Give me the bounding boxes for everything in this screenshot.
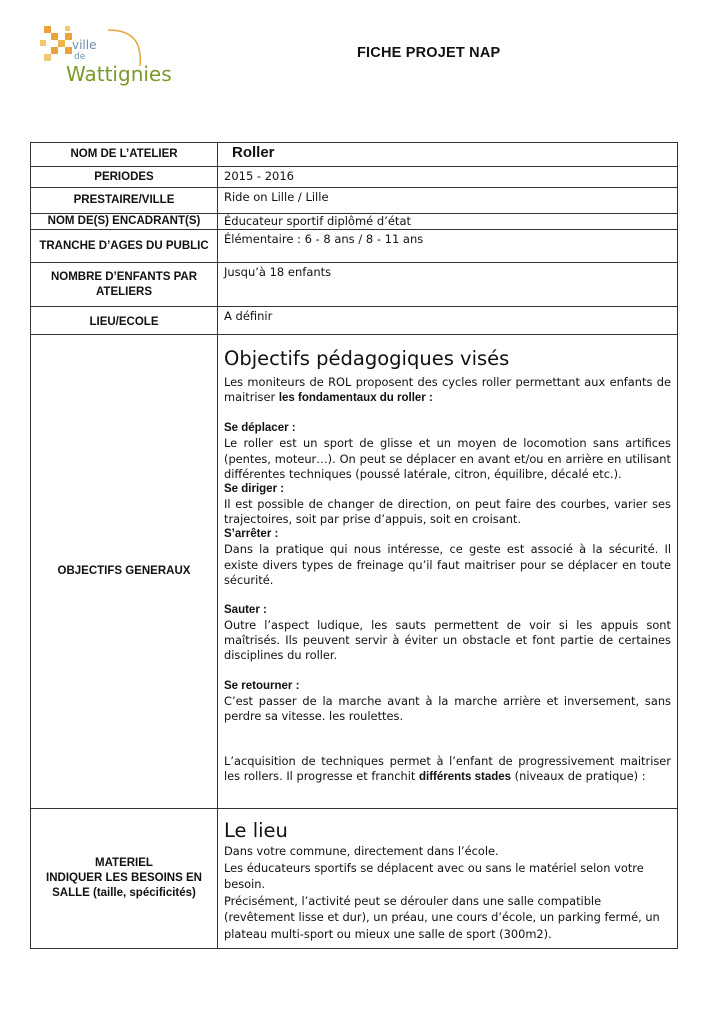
arreter-title: S’arrêter : [224,528,279,541]
label-materiel [31,809,218,949]
value-objectifs [218,335,678,809]
value-periodes: 2015 - 2016 [218,167,678,188]
diriger-title: Se diriger : [224,483,285,496]
label-prestaire: PRESTAIRE/VILLE [31,188,218,214]
label-nom: NOM DE L’ATELIER [31,143,218,167]
logo-ville: ville [72,38,97,52]
label-objectifs: OBJECTIFS GENERAUX [31,335,218,809]
row-lieu [31,307,678,335]
row-objectifs [31,335,678,809]
materiel-label-1: MATERIEL [95,857,153,869]
retourner-text: C’est passer de la marche avant à la marche arrière et inversement, sans perdre sa vitesse. les roulettes. [224,693,671,723]
objectifs-heading: Objectifs pédagogiques visés [224,347,510,370]
wattignies-logo [38,24,188,94]
row-tranche [31,230,678,263]
row-nombre [31,263,678,307]
sauter-title: Sauter : [224,604,267,617]
value-prestaire: Ride on Lille / Lille [218,188,678,214]
objectifs-intro: Les moniteurs de ROL proposent des cycles roller permettant aux enfants de maitriser les fondamentaux du roller : [224,375,671,405]
label-tranche: TRANCHE D’AGES DU PUBLIC [31,230,218,263]
page-title: FICHE PROJET NAP [357,45,501,61]
value-lieu: A définir [218,307,678,335]
row-nom [31,143,678,167]
row-materiel [31,809,678,949]
label-lieu: LIEU/ECOLE [31,307,218,335]
value-encadrant: Éducateur sportif diplômé d’état [218,214,678,230]
row-encadrant [31,214,678,230]
deplacer-text: Le roller est un sport de glisse et un moyen de locomotion sans artifices (pentes, moteur…). On peut se déplacer en avant et/ou en arrière en utilisant différentes techniques (poussé latérale, citron, équilibre, décalé etc.). [224,436,671,481]
label-encadrant: NOM DE(S) ENCADRANT(S) [31,214,218,230]
sauter-text: Outre l’aspect ludique, les sauts permettent de voir si les appuis sont maîtrisés. Ils peuvent servir à éviter un obstacle et font partie de certaines disciplines du roller. [224,618,671,663]
arreter-text: Dans la pratique qui nous intéresse, ce geste est associé à la sécurité. Il existe divers types de freinage qu’il faut maitriser pour se déplacer en toute sécurité. [224,542,671,587]
value-materiel [218,809,678,949]
value-tranche: Élémentaire : 6 - 8 ans / 8 - 11 ans [218,230,678,263]
logo-de: de [74,52,86,62]
value-nom [218,143,678,167]
materiel-label-2: INDIQUER LES BESOINS EN SALLE (taille, spécificités) [46,872,202,899]
materiel-line-3: Précisément, l’activité peut se dérouler dans une salle compatible (revêtement lisse et dur), un préau, une cours d’école, un parking fermé, un plateau multi-sport ou mieux une salle de sport (300m2). [224,893,660,941]
logo-name: Wattignies [66,62,172,86]
project-sheet-table [30,142,678,949]
materiel-line-2: Les éducateurs sportifs se déplacent avec ou sans le matériel selon votre besoin. [224,860,644,891]
materiel-line-1: Dans votre commune, directement dans l’école. [224,844,499,858]
row-periodes [31,167,678,188]
materiel-heading: Le lieu [224,819,288,842]
deplacer-title: Se déplacer : [224,422,296,435]
workshop-name: Roller [232,144,275,161]
retourner-title: Se retourner : [224,679,300,692]
row-prestaire [31,188,678,214]
value-nombre: Jusqu’à 18 enfants [218,263,678,307]
label-periodes: PERIODES [31,167,218,188]
diriger-text: Il est possible de changer de direction, on peut faire des courbes, varier ses trajectoires, soit par prise d’appuis, soit en croisant. [224,497,671,527]
objectifs-conclusion: L’acquisition de techniques permet à l’enfant de progressivement maitriser les rollers. Il progresse et franchit différents stades (niveaux de pratique) : [224,754,671,784]
label-nombre: NOMBRE D’ENFANTS PAR ATELIERS [31,263,218,307]
